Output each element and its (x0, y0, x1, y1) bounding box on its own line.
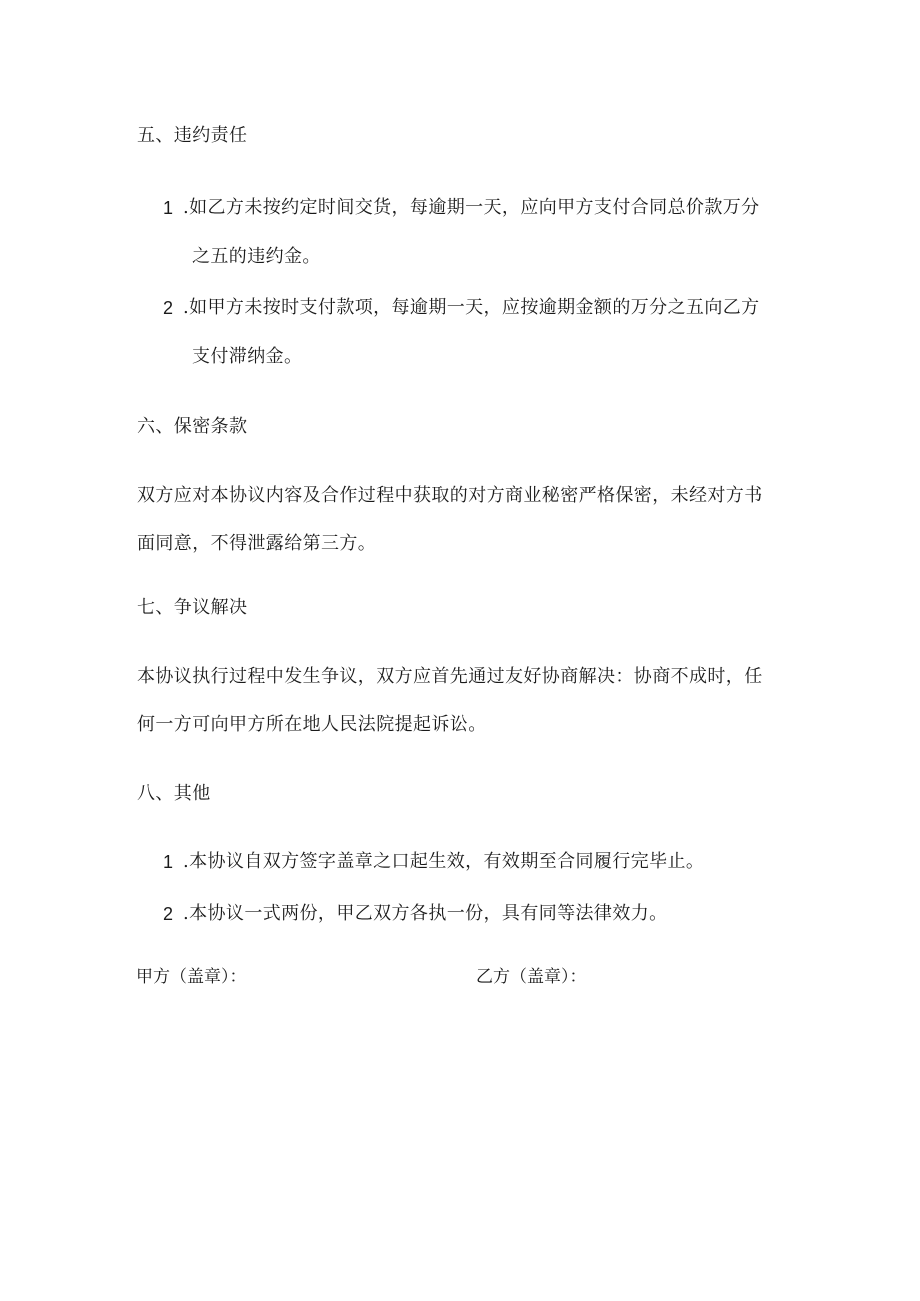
party-a-signature-label: 甲方（盖章）： (136, 967, 247, 987)
dispute-line2: 何一方可向甲方所在地人民法院提起诉讼。 (137, 714, 487, 735)
breach-item-2-line2: 支付滞纳金。 (192, 346, 303, 367)
other-item-2-text: .本协议一式两份，甲乙双方各执一份，具有同等法律效力。 (183, 903, 668, 924)
breach-item-1-line1: .如乙方未按约定时间交货，每逾期一天，应向甲方支付合同总价款万分 (183, 197, 760, 218)
dispute-line1: 本协议执行过程中发生争议，双方应首先通过友好协商解决：协商不成时，任 (137, 666, 763, 687)
confidentiality-line1: 双方应对本协议内容及合作过程中获取的对方商业秘密严格保密，未经对方书 (137, 485, 763, 506)
section-heading-other: 八、其他 (137, 783, 211, 804)
section-heading-confidentiality: 六、保密条款 (137, 416, 248, 437)
other-item-1-number: 1 (163, 852, 174, 872)
breach-item-1-line2: 之五的违约金。 (192, 246, 321, 267)
party-b-signature-label: 乙方（盖章）： (476, 967, 587, 987)
section-heading-dispute: 七、争议解决 (137, 597, 248, 618)
breach-item-1-number: 1 (163, 198, 174, 218)
breach-item-2-line1: .如甲方未按时支付款项，每逾期一天，应按逾期金额的万分之五向乙方 (183, 297, 760, 318)
breach-item-2-number: 2 (163, 298, 174, 318)
confidentiality-line2: 面同意，不得泄露给第三方。 (137, 533, 377, 554)
other-item-1-text: .本协议自双方签字盖章之口起生效，有效期至合同履行完毕止。 (183, 851, 705, 872)
other-item-2-number: 2 (163, 904, 174, 924)
section-heading-breach: 五、违约责任 (137, 125, 248, 146)
